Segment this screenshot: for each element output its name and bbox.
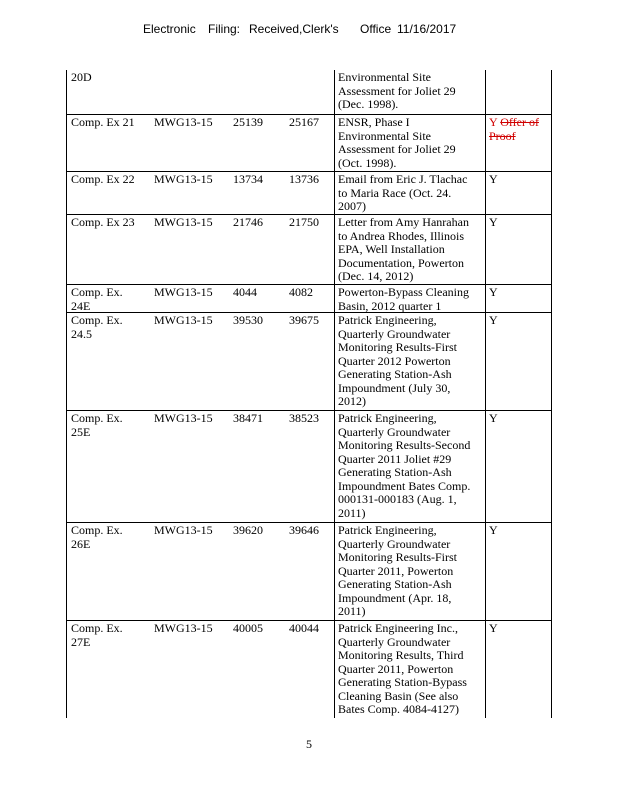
end-cell: 39675 [289,313,319,327]
start-cell: 21746 [233,215,263,229]
status-cell: Y [489,215,498,229]
end-cell: 38523 [289,411,319,425]
bates-cell: MWG13-15 [154,313,213,327]
start-cell: 4044 [233,285,257,299]
start-cell: 39620 [233,523,263,537]
end-cell: 4082 [289,285,313,299]
bates-cell: MWG13-15 [154,172,213,186]
start-cell: 38471 [233,411,263,425]
status-value: Y [489,115,498,129]
bates-cell: MWG13-15 [154,215,213,229]
end-cell: 25167 [289,115,319,129]
status-cell: Y [489,523,498,537]
table-row [67,410,551,522]
table-row [67,214,551,284]
header-office: Office [360,22,392,36]
bates-cell: MWG13-15 [154,115,213,129]
header-filing: Filing: [208,22,241,36]
end-cell: 21750 [289,215,319,229]
exhibit-cell: Comp. Ex. 24E [71,285,123,313]
start-cell: 25139 [233,115,263,129]
description-cell: Patrick Engineering Inc., Quarterly Groundwater Monitoring Results, Third Quarter 2011, Powerton Generating Station-Bypass Cleaning Basin (See also Bates Comp. 4084-4127) [338,621,467,716]
description-cell: Patrick Engineering, Quarterly Groundwater Monitoring Results-First Quarter 2011, Powerton Generating Station-Ash Impoundment (Apr. 18, 2011) [338,523,458,618]
table-row [67,522,551,620]
bates-cell: MWG13-15 [154,621,213,635]
table-row [67,171,551,214]
header-received: Received,Clerk's [249,22,339,36]
status-cell: Y [489,313,498,327]
struck-offer-of-proof: Offer of Proof [489,115,539,143]
end-cell: 39646 [289,523,319,537]
description-cell: ENSR, Phase I Environmental Site Assessment for Joliet 29 (Oct. 1998). [338,115,456,170]
table-row [67,620,551,718]
start-cell: 39530 [233,313,263,327]
page-number: 5 [306,737,312,751]
bates-cell: MWG13-15 [154,411,213,425]
table-row [67,312,551,410]
exhibit-table [66,70,552,718]
end-cell: 13736 [289,172,319,186]
header-electronic: Electronic [143,22,196,36]
exhibit-cell: Comp. Ex. 26E [71,523,123,551]
exhibit-cell: Comp. Ex. 25E [71,411,123,439]
exhibit-cell: Comp. Ex. 27E [71,621,123,649]
end-cell: 40044 [289,621,319,635]
description-cell: Patrick Engineering, Quarterly Groundwater Monitoring Results-Second Quarter 2011 Joliet #29 Generating Station-Ash Impoundment Bates Comp. 000131-000183 (Aug. 1, 2011) [338,411,471,520]
description-cell: Letter from Amy Hanrahan to Andrea Rhodes, Illinois EPA, Well Installation Documentation, Powerton (Dec. 14, 2012) [338,215,469,283]
status-cell [489,116,549,143]
status-cell: Y [489,621,498,635]
header-date: 11/16/2017 [397,22,457,36]
status-cell: Y [489,285,498,299]
start-cell: 40005 [233,621,263,635]
status-cell: Y [489,411,498,425]
start-cell: 13734 [233,172,263,186]
exhibit-cell: 20D [71,70,92,84]
filing-header [0,22,618,38]
table-row [67,284,551,312]
bates-cell: MWG13-15 [154,285,213,299]
bates-cell: MWG13-15 [154,523,213,537]
exhibit-cell: Comp. Ex. 24.5 [71,313,123,341]
description-cell: Patrick Engineering, Quarterly Groundwater Monitoring Results-First Quarter 2012 Powerton Generating Station-Ash Impoundment (July 30, 2012) [338,313,458,408]
exhibit-cell: Comp. Ex 23 [71,215,135,229]
table-row [67,114,551,171]
status-cell: Y [489,172,498,186]
exhibit-cell: Comp. Ex 21 [71,115,135,129]
description-cell: Powerton-Bypass Cleaning Basin, 2012 quarter 1 [338,285,469,313]
description-cell: Email from Eric J. Tlachac to Maria Race (Oct. 24. 2007) [338,172,468,213]
table-row [67,70,551,114]
exhibit-cell: Comp. Ex 22 [71,172,135,186]
description-cell: Environmental Site Assessment for Joliet 29 (Dec. 1998). [338,70,456,111]
